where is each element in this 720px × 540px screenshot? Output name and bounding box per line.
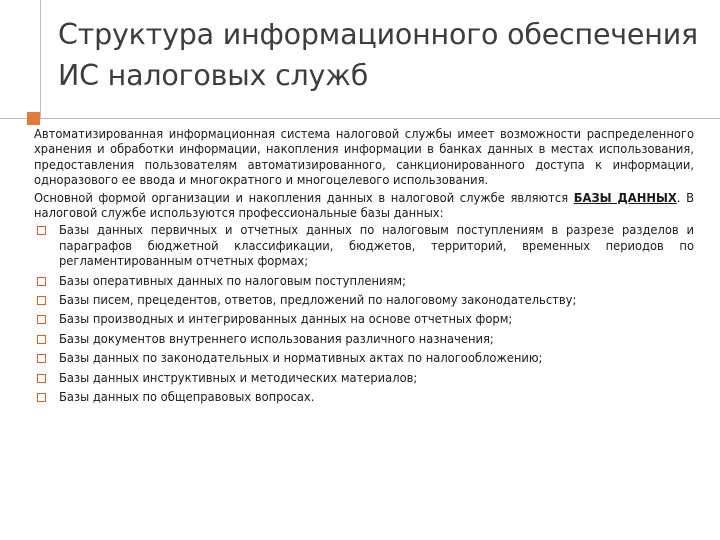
title-divider-vertical xyxy=(40,0,41,118)
list-item-text: Базы данных по законодательных и нормативных актах по налогообложению; xyxy=(59,351,543,367)
list-item xyxy=(34,351,694,366)
list-item xyxy=(34,293,694,308)
paragraph-text-after: . В налоговой службе используются профессиональные базы данных: xyxy=(34,190,694,222)
square-bullet-icon xyxy=(37,335,46,344)
intro-paragraph: Автоматизированная информационная система налоговой службы имеет возможности распределенного хранения и обработки информации, накопления информации в банках данных в местах использования, предоставления пользователям автоматизированного, санкционированного доступа к информации, одноразового ее ввода и многократного и многоцелевого использования. xyxy=(34,127,694,189)
list-item-text: Базы писем, прецедентов, ответов, предложений по налоговому законодательству; xyxy=(59,293,577,309)
accent-square xyxy=(27,112,40,125)
slide-title: Структура информационного обеспечения ИС налоговых служб xyxy=(58,18,698,92)
title-divider-horizontal xyxy=(0,118,720,119)
square-bullet-icon xyxy=(37,315,46,324)
square-bullet-icon xyxy=(37,277,46,286)
list-item-text: Базы данных инструктивных и методических материалов; xyxy=(59,370,418,386)
slide-body xyxy=(34,127,694,406)
list-item-text: Базы оперативных данных по налоговым поступлениям; xyxy=(59,273,406,289)
square-bullet-icon xyxy=(37,393,46,402)
list-item xyxy=(34,223,694,269)
databases-paragraph xyxy=(34,191,694,222)
square-bullet-icon xyxy=(37,374,46,383)
list-item xyxy=(34,274,694,289)
list-item-text: Базы данных первичных и отчетных данных по налоговым поступлениям в разрезе разделов и параграфов бюджетной классификации, бюджетов, территорий, временных периодов по регламентированным отчетных формах; xyxy=(59,223,694,270)
list-item-text: Базы документов внутреннего использования различного назначения; xyxy=(59,331,494,347)
emphasis-term: БАЗЫ ДАННЫХ xyxy=(573,190,677,206)
list-item-text: Базы производных и интегрированных данных на основе отчетных форм; xyxy=(59,312,513,328)
list-item xyxy=(34,312,694,327)
list-item xyxy=(34,332,694,347)
list-item-text: Базы данных по общеправовых вопросах. xyxy=(59,390,315,406)
square-bullet-icon xyxy=(37,226,46,235)
paragraph-text-before: Основной формой организации и накопления данных в налоговой службе являются xyxy=(34,190,574,206)
list-item xyxy=(34,371,694,386)
list-item xyxy=(34,390,694,405)
square-bullet-icon xyxy=(37,354,46,363)
database-list xyxy=(34,223,694,405)
square-bullet-icon xyxy=(37,296,46,305)
